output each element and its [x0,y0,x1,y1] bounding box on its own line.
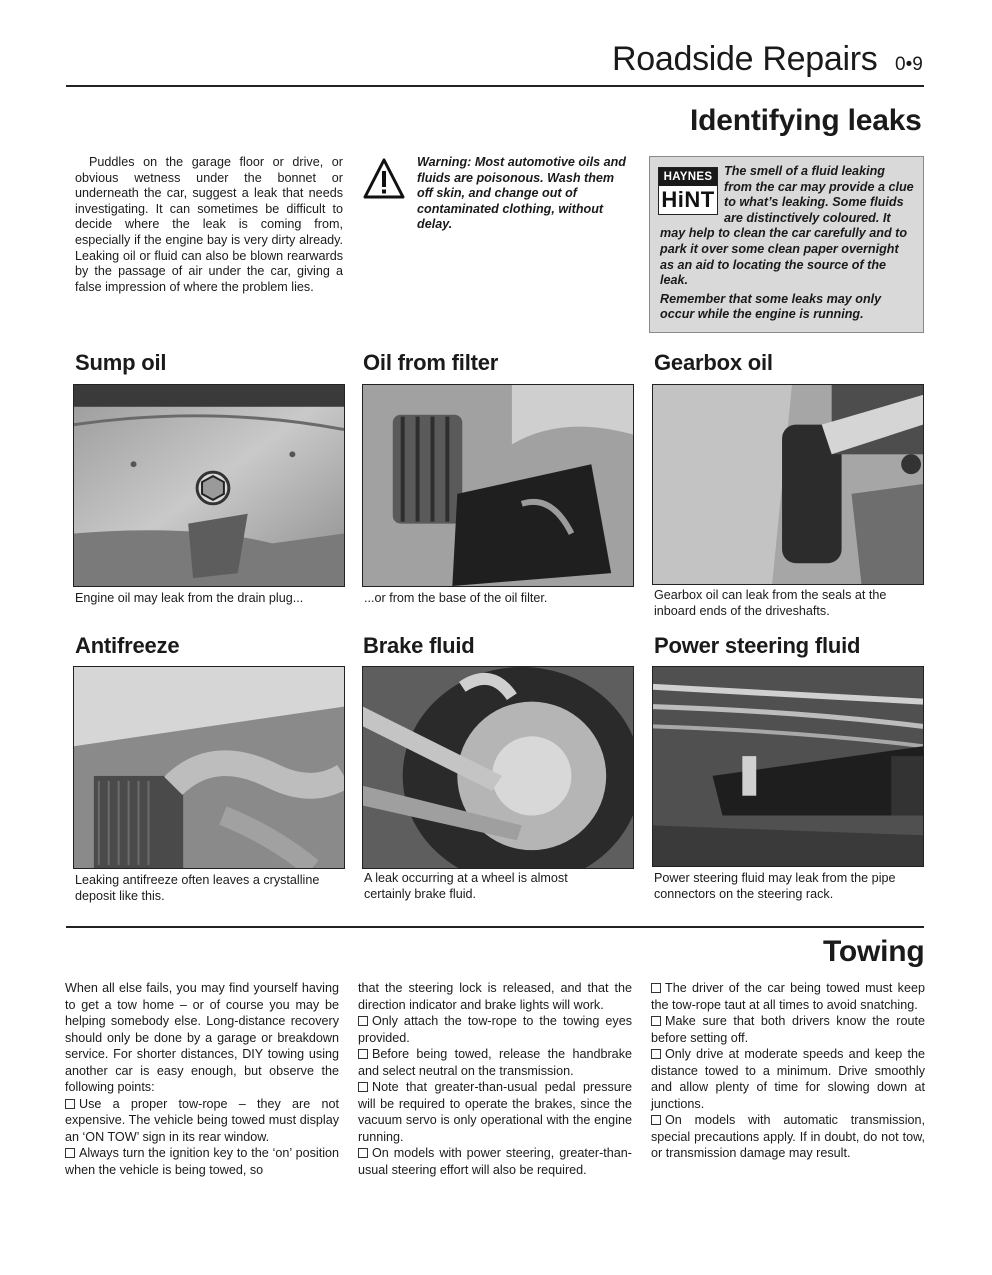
panel-title-sump-oil: Sump oil [75,350,167,375]
checkbox-icon [651,983,661,993]
hint-logo-bottom: HiNT [661,187,715,212]
checkbox-icon [358,1016,368,1026]
towing-point: Always turn the ignition key to the ‘on’ position when the vehicle is being towed, so [65,1146,339,1177]
panel-title-oil-from-filter: Oil from filter [363,350,499,375]
towing-point: Make sure that both drivers know the route before setting off. [651,1014,925,1045]
radiator-hose-photo [73,666,345,869]
checkbox-icon [651,1115,661,1125]
towing-paragraph: When all else fails, you may find yourself having to get a tow home – or of course you may be helping somebody else. Long-distance recovery should only be done by a garage or breakdown service. For shorter distances, DIY towing using another car is easy enough, but observe the following points: [65,981,339,1094]
towing-paragraph: that the steering lock is released, and that the direction indicator and brake lights will work. [358,981,632,1012]
checkbox-icon [358,1148,368,1158]
towing-column-2 [358,980,632,1178]
towing-point: Before being towed, release the handbrake and select neutral on the transmission. [358,1047,632,1078]
caption-oil-from-filter: ...or from the base of the oil filter. [364,591,548,605]
towing-rule [66,926,924,928]
towing-column-1 [65,980,339,1178]
page-number: 0•9 [895,54,923,75]
hint-text-secondary: Remember that some leaks may only occur while the engine is running. [660,291,882,322]
panel-title-antifreeze: Antifreeze [75,633,180,658]
hint-text: The smell of a fluid leaking from the car may provide a clue to what’s leaking. Some fluids are distinctively coloured. It may help to clean the car carefully and to park it over some clean paper overnight as an aid to locating the source of the leak. [660,164,914,288]
steering-rack-photo [652,666,924,867]
towing-point: Only drive at moderate speeds and keep the distance towed to a minimum. Drive smoothly and allow plenty of time for slowing down at junctions. [651,1047,925,1111]
towing-point: On models with power steering, greater-than-usual steering effort will also be required. [358,1146,632,1177]
warning-triangle-icon [363,158,405,200]
panel-title-power-steering-fluid: Power steering fluid [654,633,861,658]
towing-point: Use a proper tow-rope – they are not expensive. The vehicle being towed must display an ‘ON TOW’ sign in its rear window. [65,1096,339,1144]
sump-drain-plug-photo [73,384,345,587]
checkbox-icon [358,1082,368,1092]
oil-filter-photo [362,384,634,587]
haynes-hint-logo [658,167,718,215]
hint-logo-top: HAYNES [659,168,717,186]
caption-brake-fluid: A leak occurring at a wheel is almost certainly brake fluid. [364,871,568,901]
section-title-towing: Towing [823,935,925,968]
towing-point: Only attach the tow-rope to the towing eyes provided. [358,1014,632,1045]
towing-column-3 [651,980,925,1162]
checkbox-icon [65,1099,75,1109]
towing-point: On models with automatic transmission, special precautions apply. If in doubt, do not tow, or transmission damage may result. [651,1113,925,1160]
caption-gearbox-oil: Gearbox oil can leak from the seals at the inboard ends of the driveshafts. [654,588,887,618]
caption-sump-oil: Engine oil may leak from the drain plug... [75,591,304,605]
towing-point: The driver of the car being towed must keep the tow-rope taut at all times to avoid snatching. [651,981,925,1012]
checkbox-icon [651,1049,661,1059]
panel-title-gearbox-oil: Gearbox oil [654,350,773,375]
section-title-identifying-leaks: Identifying leaks [690,104,922,137]
caption-antifreeze: Leaking antifreeze often leaves a crystalline deposit like this. [75,873,320,903]
header-rule [66,85,924,87]
caption-power-steering-fluid: Power steering fluid may leak from the pipe connectors on the steering rack. [654,871,896,901]
towing-point: Note that greater-than-usual pedal pressure will be required to operate the brakes, since the vacuum servo is only operational with the engine running. [358,1080,632,1144]
panel-title-brake-fluid: Brake fluid [363,633,475,658]
warning-text: Warning: Most automotive oils and fluids are poisonous. Wash them off skin, and change out of contaminated clothing, without delay. [417,155,626,232]
gearbox-driveshaft-photo [652,384,924,585]
checkbox-icon [358,1049,368,1059]
checkbox-icon [651,1016,661,1026]
brake-wheel-photo [362,666,634,869]
intro-paragraph: Puddles on the garage floor or drive, or obvious wetness under the bonnet or underneath the car, suggest a leak that needs investigating. It can sometimes be difficult to decide where the leak is coming from, especially if the engine bay is very dirty already. Leaking oil or fluid can also be blown rearwards by the passage of air under the car, giving a false impression of where the problem lies. [75,155,343,294]
page-header-title: Roadside Repairs [612,40,878,78]
checkbox-icon [65,1148,75,1158]
